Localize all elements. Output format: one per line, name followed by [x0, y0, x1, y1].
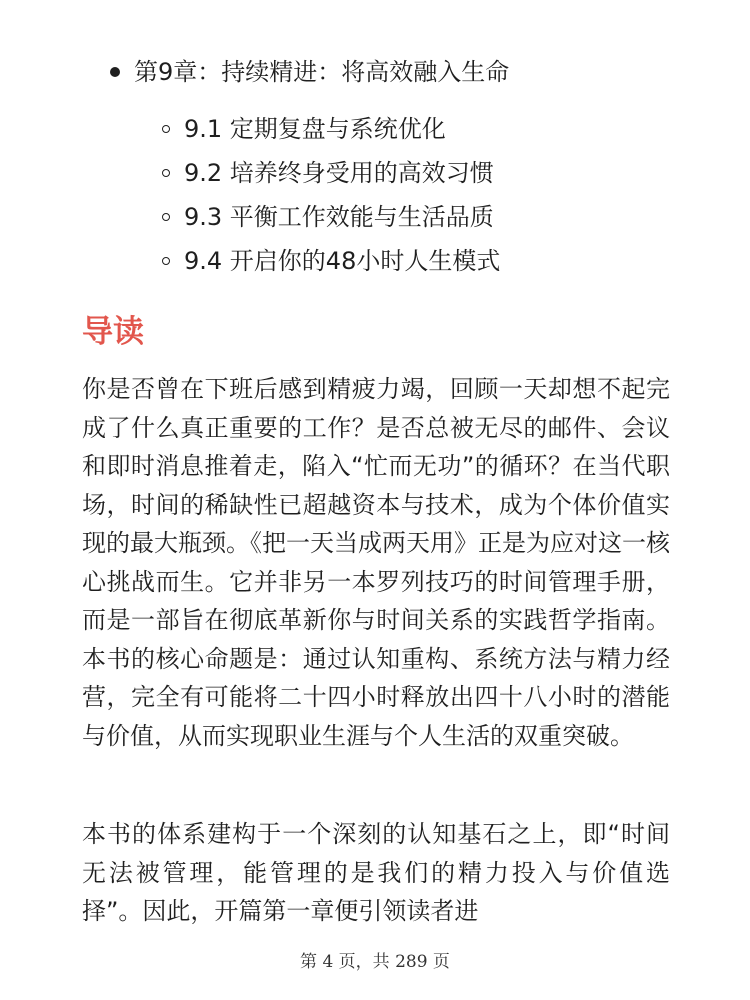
bullet-circle-icon [162, 213, 170, 221]
toc-section-item [162, 195, 500, 239]
intro-paragraph: 本书的体系建构于一个深刻的认知基石之上，即“时间无法被管理，能管理的是我们的精力投入与价值选择”。因此，开篇第一章便引领读者进 [82, 820, 670, 925]
toc-section-title: 9.2 培养终身受用的高效习惯 [184, 159, 494, 187]
toc-chapter-item [110, 52, 509, 92]
toc-section-list [162, 107, 500, 283]
toc-section-title: 9.1 定期复盘与系统优化 [184, 115, 446, 143]
toc-section-item [162, 151, 500, 195]
toc-section-title: 9.4 开启你的48小时人生模式 [184, 247, 501, 275]
bullet-circle-icon [162, 125, 170, 133]
bullet-circle-icon [162, 257, 170, 265]
intro-paragraph: 你是否曾在下班后感到精疲力竭，回顾一天却想不起完成了什么真正重要的工作？是否总被无尽的邮件、会议和即时消息推着走，陷入“忙而无功”的循环？在当代职场，时间的稀缺性已超越资本与技术，成为个体价值实现的最大瓶颈。《把一天当成两天用》正是为应对这一核心挑战而生。它并非另一本罗列技巧的时间管理手册，而是一部旨在彻底革新你与时间关系的实践哲学指南。本书的核心命题是：通过认知重构、系统方法与精力经营，完全有可能将二十四小时释放出四十八小时的潜能与价值，从而实现职业生涯与个人生活的双重突破。 [82, 375, 670, 750]
toc-chapter-title: 第9章：持续精进：将高效融入生命 [134, 58, 510, 86]
toc-section-item [162, 239, 500, 283]
intro-heading: 导读 [82, 314, 144, 350]
page-number-footer: 第 4 页，共 289 页 [300, 952, 450, 972]
bullet-disc-icon [110, 67, 120, 77]
toc-section-item [162, 107, 500, 151]
toc-section-title: 9.3 平衡工作效能与生活品质 [184, 203, 494, 231]
bullet-circle-icon [162, 169, 170, 177]
